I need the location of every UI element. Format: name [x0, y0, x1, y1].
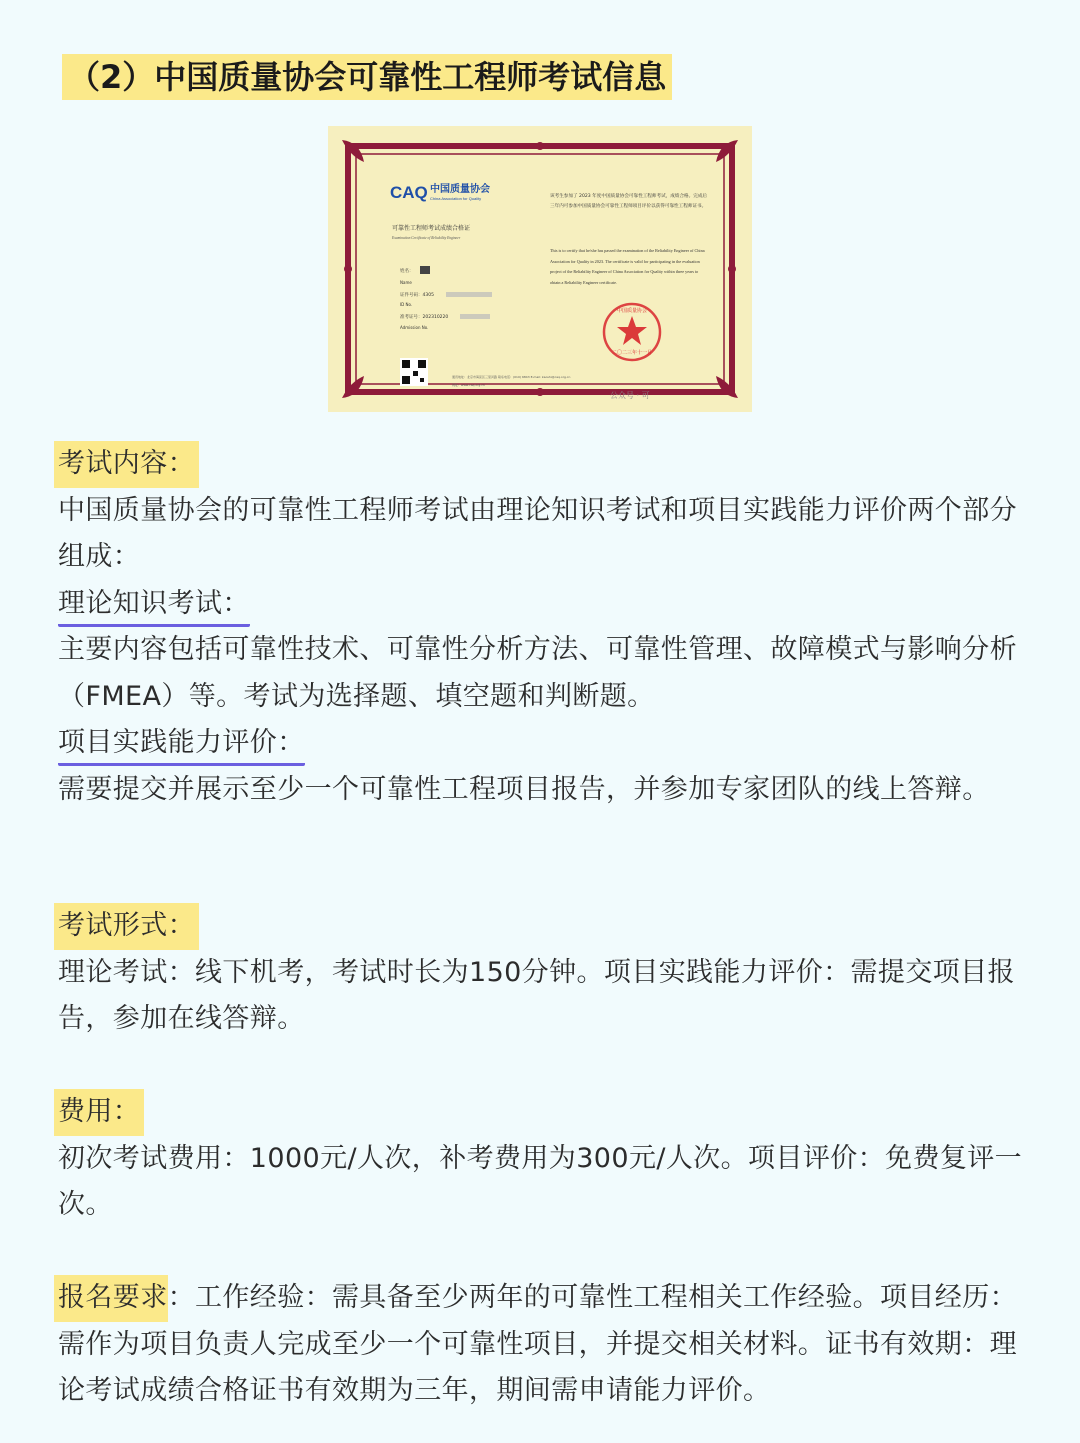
- section-requirements: [58, 1275, 1028, 1415]
- qr-code-icon: [400, 358, 428, 386]
- caq-logo: CAQ: [390, 183, 428, 202]
- fees-label: 费用：: [54, 1089, 144, 1136]
- format-label: 考试形式：: [54, 903, 199, 950]
- seal-date: 二〇二三年十一月: [611, 350, 653, 356]
- theory-text: 主要内容包括可靠性技术、可靠性分析方法、可靠性管理、故障模式与影响分析（FMEA）等。考试为选择题、填空题和判断题。: [58, 634, 1017, 712]
- section-fees: [58, 1089, 1028, 1229]
- theory-label: 理论知识考试：: [58, 584, 250, 627]
- cert-id-label: 证件号码：4305: [400, 293, 434, 298]
- cert-footer-2: 网址：www.caq.org.cn: [452, 383, 485, 387]
- requirements-text: ：工作经验：需具备至少两年的可靠性工程相关工作经验。项目经历：需作为项目负责人完成至少一个可靠性项目，并提交相关材料。证书有效期：理论考试成绩合格证书有效期为三年，期间需申请能力评价。: [58, 1282, 1018, 1406]
- watermark-text: 公众号 · 可: [610, 391, 650, 400]
- content-label: 考试内容：: [54, 441, 199, 488]
- section-content: [58, 441, 1028, 813]
- practice-text: 需要提交并展示至少一个可靠性工程项目报告，并参加专家团队的线上答辩。: [58, 773, 990, 805]
- section-format: [58, 903, 1028, 1043]
- cert-title-en: Examination Certificate of Reliability Engineer: [392, 236, 461, 240]
- cert-text-cn: 该考生参加了 2023 年度中国质量协会可靠性工程师考试，成绩合格。完成后三年内可参加中国质量协会可靠性工程师项目评价以获得可靠性工程师证书。: [550, 194, 708, 209]
- seal-text: 中国质量协会: [616, 308, 648, 314]
- cert-text-en: This is to certify that he/she has passed the examination of the Reliability Engineer of China Association for Quality in 2023. The certificate is valid for participating in the evaluation project of the Reliability Engineer of China Association for Quality within three years to obtain a Reliability Engineer certificate.: [550, 248, 705, 285]
- content-intro: 中国质量协会的可靠性工程师考试由理论知识考试和项目实践能力评价两个部分组成：: [58, 494, 1017, 572]
- cert-name-label: 姓名：: [400, 269, 414, 274]
- requirements-label: 报名要求: [54, 1275, 168, 1322]
- cert-admission-label: 准考证号：202310220: [400, 315, 449, 320]
- cert-org-en: China Association for Quality: [430, 196, 482, 201]
- cert-name-label-en: Name: [400, 280, 412, 285]
- redaction-block: [420, 266, 430, 274]
- format-text: 理论考试：线下机考，考试时长为150分钟。项目实践能力评价：需提交项目报告，参加在线答辩。: [58, 956, 1015, 1034]
- fees-text: 初次考试费用：1000元/人次，补考费用为300元/人次。项目评价：免费复评一次。: [58, 1142, 1023, 1220]
- cert-id-label-en: ID No.: [400, 302, 413, 307]
- page-title: （2）中国质量协会可靠性工程师考试信息: [62, 54, 672, 100]
- cert-title-cn: 可靠性工程师考试成绩合格证: [392, 225, 471, 232]
- practice-label: 项目实践能力评价：: [58, 723, 305, 766]
- official-seal: [604, 304, 660, 360]
- certificate-graphic: [328, 126, 752, 412]
- cert-admission-label-en: Admission No.: [400, 325, 429, 330]
- cert-org-cn: 中国质量协会: [430, 184, 490, 195]
- certificate-image: [328, 126, 752, 412]
- cert-footer-1: 通讯地址：北京市海淀区三里河路 联系电话：(010) 6843 E-mail: kaoshi@caq.org.cn: [452, 375, 571, 379]
